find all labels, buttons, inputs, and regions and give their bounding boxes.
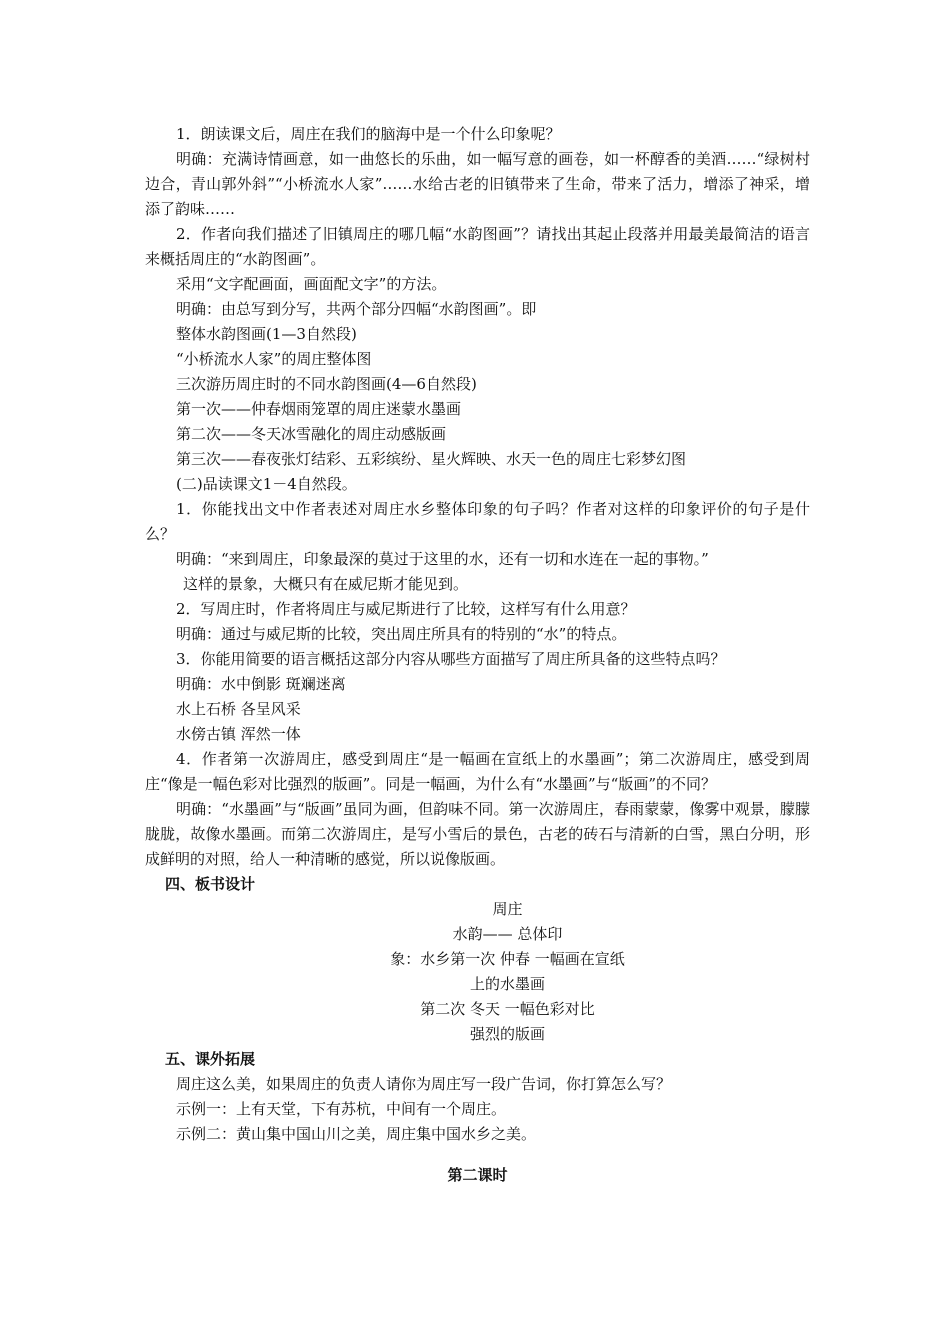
- paragraph: 示例二：黄山集中国山川之美，周庄集中国水乡之美。: [176, 1125, 537, 1143]
- paragraph: 水上石桥 各呈风采: [176, 700, 301, 718]
- paragraph: 第三次——春夜张灯结彩、五彩缤纷、星火辉映、水天一色的周庄七彩梦幻图: [176, 450, 687, 468]
- paragraph: 4．作者第一次游周庄，感受到周庄“是一幅画在宣纸上的水墨画”；第二次游周庄，感受到周庄“像是一幅色彩对比强烈的版画”。同是一幅画，为什么有“水墨画”与“版画”的不同？: [145, 750, 810, 793]
- paragraph: 示例一：上有天堂，下有苏杭，中间有一个周庄。: [176, 1100, 507, 1118]
- paragraph: 强烈的版画: [469, 1025, 545, 1043]
- section-heading: 五、课外拓展: [165, 1050, 256, 1068]
- paragraph: 整体水韵图画(1—3自然段): [176, 325, 357, 343]
- section-heading: 四、板书设计: [165, 875, 256, 893]
- paragraph: 1．你能找出文中作者表述对周庄水乡整体印象的句子吗？作者对这样的印象评价的句子是什么？: [145, 500, 810, 543]
- paragraph: “小桥流水人家”的周庄整体图: [176, 350, 372, 368]
- paragraph: 明确：水中倒影 斑斓迷离: [176, 675, 346, 693]
- paragraph: 周庄: [492, 900, 523, 918]
- paragraph: 象：水乡第一次 仲春 一幅画在宣纸: [390, 950, 625, 968]
- paragraph: 第二次——冬天冰雪融化的周庄动感版画: [176, 425, 447, 443]
- paragraph: 水韵—— 总体印: [452, 925, 563, 943]
- paragraph: 明确：通过与威尼斯的比较，突出周庄所具有的特别的“水”的特点。: [176, 625, 627, 643]
- paragraph: 2．作者向我们描述了旧镇周庄的哪几幅“水韵图画”？请找出其起止段落并用最美最简洁的语言来概括周庄的“水韵图画”。: [145, 225, 810, 268]
- paragraph: (二)品读课文1－4自然段。: [176, 475, 357, 493]
- document-body: [145, 122, 810, 1188]
- paragraph: 明确：“来到周庄，印象最深的莫过于这里的水，还有一切和水连在一起的事物。”: [176, 550, 709, 568]
- paragraph: 明确：由总写到分写，共两个部分四幅“水韵图画”。即: [176, 300, 537, 318]
- paragraph: 周庄这么美，如果周庄的负责人请你为周庄写一段广告词，你打算怎么写？: [176, 1075, 672, 1093]
- paragraph: 1．朗读课文后，周庄在我们的脑海中是一个什么印象呢？: [176, 125, 561, 143]
- paragraph: 这样的景象，大概只有在威尼斯才能见到。: [183, 575, 469, 593]
- paragraph: 水傍古镇 浑然一体: [176, 725, 301, 743]
- lesson-title: 第二课时: [447, 1166, 508, 1184]
- paragraph: 明确：充满诗情画意，如一曲悠长的乐曲，如一幅写意的画卷，如一杯醇香的美酒……“绿树村边合，青山郭外斜”“小桥流水人家”……水给古老的旧镇带来了生命，带来了活力，增添了神采，增添了韵味……: [145, 150, 810, 218]
- paragraph: 三次游历周庄时的不同水韵图画(4—6自然段): [176, 375, 477, 393]
- paragraph: 3．你能用简要的语言概括这部分内容从哪些方面描写了周庄所具备的这些特点吗？: [176, 650, 726, 668]
- paragraph: 第二次 冬天 一幅色彩对比: [420, 1000, 595, 1018]
- paragraph: 采用“文字配画面，画面配文字”的方法。: [176, 275, 447, 293]
- paragraph: 明确：“水墨画”与“版画”虽同为画，但韵味不同。第一次游周庄，春雨蒙蒙，像雾中观景，朦朦胧胧，故像水墨画。而第二次游周庄，是写小雪后的景色，古老的砖石与清新的白雪，黑白分明，形成鲜明的对照，给人一种清晰的感觉，所以说像版画。: [145, 800, 810, 868]
- paragraph: 2．写周庄时，作者将周庄与威尼斯进行了比较，这样写有什么用意？: [176, 600, 636, 618]
- paragraph: 第一次——仲春烟雨笼罩的周庄迷蒙水墨画: [176, 400, 462, 418]
- paragraph: 上的水墨画: [469, 975, 545, 993]
